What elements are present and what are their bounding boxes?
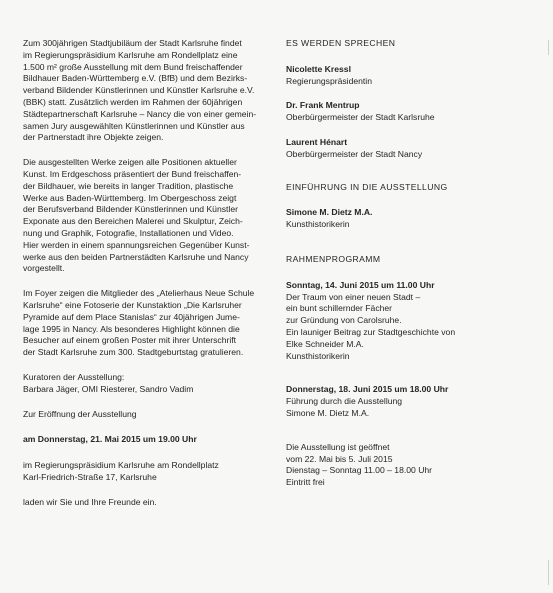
text-line: der Berufsverband Bildender Künstlerinnen und Künstler bbox=[23, 204, 238, 215]
text-line: Die ausgestellten Werke zeigen alle Positionen aktueller bbox=[23, 157, 237, 168]
foyer-paragraph bbox=[23, 288, 278, 359]
location-block bbox=[23, 460, 278, 484]
speaker-role: Oberbürgermeister der Stadt Nancy bbox=[286, 148, 423, 159]
text-line: lage 1995 in Nancy. Als besonderes Highlight können die bbox=[23, 323, 240, 334]
text-line: Werke aus Baden-Württemberg. Im Obergeschoss zeigt bbox=[23, 192, 237, 203]
event-line: Der Traum von einer neuen Stadt – bbox=[286, 291, 421, 302]
speaker-entry bbox=[286, 64, 536, 88]
introduction-heading: EINFÜHRUNG IN DIE AUSSTELLUNG bbox=[286, 181, 448, 192]
text-line: 1.500 m² große Ausstellung mit dem Bund freischaffender bbox=[23, 61, 243, 72]
text-line: (BBK) statt. Zusätzlich werden im Rahmen der 60jährigen bbox=[23, 96, 243, 107]
right-column bbox=[286, 38, 536, 489]
speakers-heading: ES WERDEN SPRECHEN bbox=[286, 38, 396, 48]
speaker-entry bbox=[286, 137, 536, 161]
text-line: Exponate aus den Bereichen Malerei und Skulptur, Zeich- bbox=[23, 216, 243, 227]
works-paragraph bbox=[23, 157, 278, 275]
event-date: Donnerstag, 18. Juni 2015 um 18.00 Uhr bbox=[286, 384, 449, 395]
speaker-role: Regierungspräsidentin bbox=[286, 75, 372, 86]
speaker-role: Kunsthistorikerin bbox=[286, 219, 350, 230]
text-line: nung und Graphik, Fotografie, Installationen und Video. bbox=[23, 227, 234, 238]
event-line: Führung durch die Ausstellung bbox=[286, 396, 403, 407]
text-line: werke aus den beiden Partnerstädten Karlsruhe und Nancy bbox=[23, 251, 249, 262]
text-line: Kunst. Im Erdgeschoss präsentiert der Bund freischaffen- bbox=[23, 168, 242, 179]
text-line: der Partnerstadt ihre Objekte zeigen. bbox=[23, 132, 164, 143]
event-line: Kunsthistorikerin bbox=[286, 350, 350, 361]
event-date: Sonntag, 14. Juni 2015 um 11.00 Uhr bbox=[286, 279, 435, 290]
event-line: Ein launiger Beitrag zur Stadtgeschichte von bbox=[286, 326, 456, 337]
text-line: Hier werden in einem spannungsreichen Gegenüber Kunst- bbox=[23, 239, 250, 250]
text-line: verband Bildender Künstlerinnen und Künstler Karlsruhe e.V. bbox=[23, 85, 255, 96]
text-line: der Bildhauer, wie bereits in langer Tradition, plastische bbox=[23, 180, 234, 191]
opening-label: Zur Eröffnung der Ausstellung bbox=[23, 408, 137, 419]
hours-line: Die Ausstellung ist geöffnet bbox=[286, 441, 390, 452]
speaker-name: Laurent Hénart bbox=[286, 136, 348, 147]
text-line: Karlsruhe“ eine Fotoserie der Kunstaktion „Die Karlsruher bbox=[23, 299, 242, 310]
event-line: ein bunt schillernder Fächer bbox=[286, 303, 393, 314]
speaker-name: Nicolette Kressl bbox=[286, 63, 351, 74]
program-event bbox=[286, 280, 536, 363]
invitation-text: laden wir Sie und Ihre Freunde ein. bbox=[23, 496, 157, 507]
event-line: Elke Schneider M.A. bbox=[286, 338, 364, 349]
speaker-name: Dr. Frank Mentrup bbox=[286, 100, 360, 111]
page-edge-mark bbox=[548, 560, 549, 585]
opening-hours bbox=[286, 442, 536, 489]
curators-label: Kuratoren der Ausstellung: bbox=[23, 371, 125, 382]
intro-paragraph bbox=[23, 38, 278, 144]
opening-date: am Donnerstag, 21. Mai 2015 um 19.00 Uhr bbox=[23, 434, 197, 445]
text-line: Pyramide auf dem Place Stanislas“ zur 40jährigen Jume- bbox=[23, 311, 240, 322]
hours-line: vom 22. Mai bis 5. Juli 2015 bbox=[286, 453, 393, 464]
event-line: zur Gründung von Carolsruhe. bbox=[286, 315, 402, 326]
program-event bbox=[286, 384, 536, 419]
left-column bbox=[23, 38, 278, 509]
speaker-role: Oberbürgermeister der Stadt Karlsruhe bbox=[286, 112, 435, 123]
curators-block bbox=[23, 372, 278, 396]
program-heading: RAHMENPROGRAMM bbox=[286, 253, 381, 264]
location-line: Karl-Friedrich-Straße 17, Karlsruhe bbox=[23, 471, 157, 482]
text-line: im Regierungspräsidium Karlsruhe am Rondellplatz eine bbox=[23, 49, 238, 60]
curators-names: Barbara Jäger, OMI Riesterer, Sandro Vadim bbox=[23, 383, 194, 394]
text-line: Im Foyer zeigen die Mitglieder des „Atelierhaus Neue Schule bbox=[23, 288, 255, 299]
text-line: Bildhauer Baden-Württemberg e.V. (BfB) und dem Bezirks- bbox=[23, 73, 248, 84]
speaker-entry bbox=[286, 100, 536, 124]
text-line: samen Jury ausgewählten Künstlerinnen und Künstler aus bbox=[23, 120, 245, 131]
text-line: Besucher auf einem großen Poster mit ihrer Unterschrift bbox=[23, 335, 237, 346]
speaker-name: Simone M. Dietz M.A. bbox=[286, 207, 373, 218]
text-line: vorgestellt. bbox=[23, 263, 65, 274]
page-edge-mark bbox=[548, 40, 549, 55]
hours-line: Dienstag – Sonntag 11.00 – 18.00 Uhr bbox=[286, 465, 433, 476]
introduction-speaker bbox=[286, 207, 536, 231]
text-line: Städtepartnerschaft Karlsruhe – Nancy die von einer gemein- bbox=[23, 108, 257, 119]
text-line: Zum 300jährigen Stadtjubiläum der Stadt Karlsruhe findet bbox=[23, 38, 242, 48]
text-line: der Stadt Karlsruhe zum 300. Stadtgeburtstag gratulieren. bbox=[23, 347, 244, 358]
location-line: im Regierungspräsidium Karlsruhe am Rondellplatz bbox=[23, 460, 219, 471]
event-line: Simone M. Dietz M.A. bbox=[286, 407, 370, 418]
hours-line: Eintritt frei bbox=[286, 477, 325, 488]
